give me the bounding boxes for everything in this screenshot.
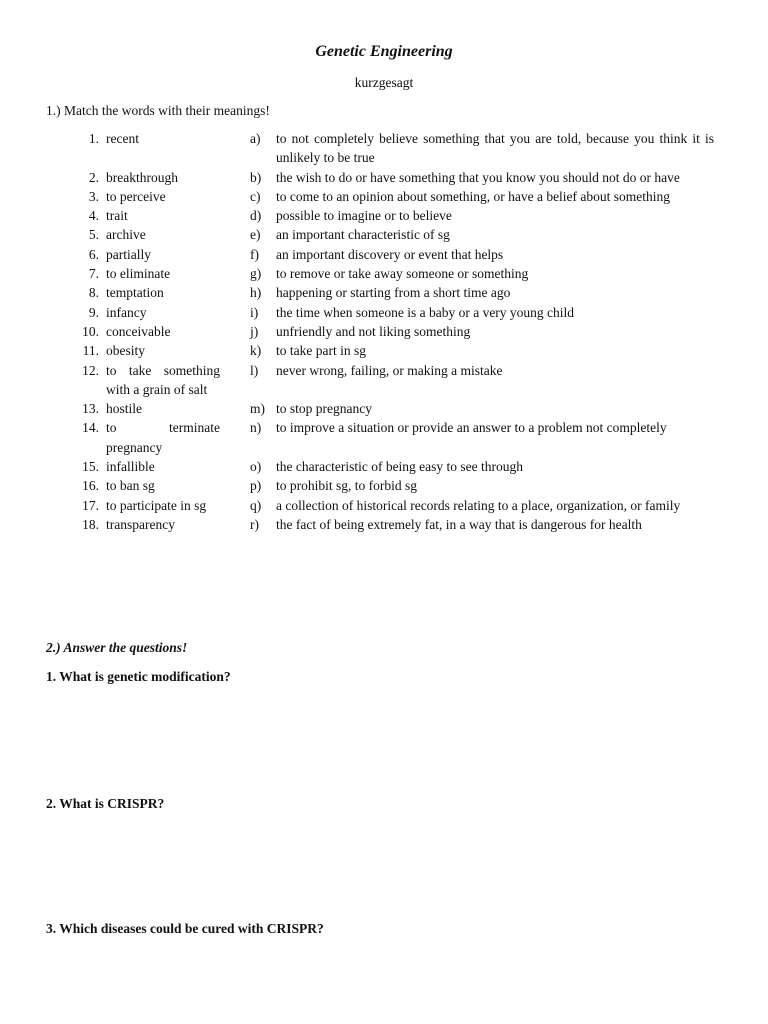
word: temptation xyxy=(106,285,164,301)
meaning-letter: c) xyxy=(250,188,261,204)
meaning-letter: e) xyxy=(250,227,261,243)
word: obesity xyxy=(106,343,145,359)
word: conceivable xyxy=(106,323,171,339)
meaning-letter: p) xyxy=(250,478,262,494)
meaning-letter: b) xyxy=(250,169,262,185)
word-number: 14. xyxy=(82,420,99,436)
word: to eliminate xyxy=(106,266,171,282)
meaning: possible to imagine or to believe xyxy=(276,208,452,224)
word-number: 3. xyxy=(88,188,99,204)
meaning: to improve a situation or provide an answer to a problem not completely xyxy=(276,420,667,436)
meaning: to stop pregnancy xyxy=(276,401,372,417)
matching-row xyxy=(46,206,714,225)
word: breakthrough xyxy=(106,169,178,185)
matching-row xyxy=(46,225,714,244)
word-number: 9. xyxy=(88,304,99,320)
word: recent xyxy=(106,131,139,146)
meaning-letter: l) xyxy=(250,362,259,378)
word-number: 12. xyxy=(82,362,99,378)
meaning: to remove or take away someone or something xyxy=(276,266,529,282)
meaning: a collection of historical records relating to a place, organization, or family xyxy=(276,497,681,513)
matching-row xyxy=(46,496,714,515)
meaning: the characteristic of being easy to see through xyxy=(276,459,524,475)
matching-row xyxy=(46,418,714,457)
matching-row xyxy=(46,187,714,206)
word-number: 16. xyxy=(82,478,99,494)
meaning: an important discovery or event that helps xyxy=(276,246,504,262)
word-number: 11. xyxy=(82,343,99,359)
word: to participate in sg xyxy=(106,497,207,513)
word-number: 2. xyxy=(88,169,99,185)
word: partially xyxy=(106,246,151,262)
matching-row xyxy=(46,303,714,322)
word-number: 1. xyxy=(88,131,99,146)
matching-row xyxy=(46,457,714,476)
meaning-letter: o) xyxy=(250,459,262,475)
word-number: 7. xyxy=(88,266,99,282)
matching-list xyxy=(46,129,714,534)
meaning: the time when someone is a baby or a very young child xyxy=(276,304,575,320)
matching-row xyxy=(46,476,714,495)
word-number: 6. xyxy=(88,246,99,262)
word: transparency xyxy=(106,516,175,532)
document-title: Genetic Engineering xyxy=(315,43,453,60)
meaning-letter: n) xyxy=(250,420,262,436)
word: archive xyxy=(106,227,146,243)
word-number: 10. xyxy=(82,323,99,339)
meaning-letter: g) xyxy=(250,266,262,282)
meaning-letter: m) xyxy=(250,401,265,417)
word: infallible xyxy=(106,459,155,475)
word-number: 17. xyxy=(82,497,99,513)
meaning-letter: q) xyxy=(250,497,262,513)
word: to ban sg xyxy=(106,478,155,494)
word: hostile xyxy=(106,401,142,417)
section1-instruction: 1.) Match the words with their meanings! xyxy=(46,103,270,118)
word-number: 13. xyxy=(82,401,99,417)
word-number: 8. xyxy=(88,285,99,301)
meaning: unfriendly and not liking something xyxy=(276,323,471,339)
meaning: to come to an opinion about something, or have a belief about something xyxy=(276,188,671,204)
meaning: never wrong, failing, or making a mistake xyxy=(276,362,503,378)
matching-row xyxy=(46,168,714,187)
word-number: 15. xyxy=(82,459,99,475)
meaning: to take part in sg xyxy=(276,343,366,359)
word-number: 18. xyxy=(82,516,99,532)
matching-row xyxy=(46,361,714,400)
meaning-letter: d) xyxy=(250,208,262,224)
word: infancy xyxy=(106,304,147,320)
matching-row xyxy=(46,322,714,341)
meaning: an important characteristic of sg xyxy=(276,227,450,243)
meaning: to prohibit sg, to forbid sg xyxy=(276,478,417,494)
matching-row xyxy=(46,515,714,534)
meaning-letter: a) xyxy=(250,131,261,146)
word: trait xyxy=(106,208,128,224)
question-3: 3. Which diseases could be cured with CRISPR? xyxy=(46,921,324,936)
word-number: 5. xyxy=(88,227,99,243)
meaning: to not completely believe something that you are told, because you think it is unlikely to be true xyxy=(276,131,714,166)
document-subtitle: kurzgesagt xyxy=(354,75,414,90)
meaning-letter: k) xyxy=(250,343,262,359)
matching-row xyxy=(46,245,714,264)
word-number: 4. xyxy=(88,208,99,224)
meaning: happening or starting from a short time ago xyxy=(276,285,511,301)
question-2: 2. What is CRISPR? xyxy=(46,796,165,811)
meaning-letter: h) xyxy=(250,285,262,301)
matching-row xyxy=(46,129,714,168)
meaning-letter: i) xyxy=(250,304,259,320)
question-1: 1. What is genetic modification? xyxy=(46,669,231,684)
meaning-letter: j) xyxy=(250,323,259,339)
matching-row xyxy=(46,264,714,283)
meaning: the fact of being extremely fat, in a way that is dangerous for health xyxy=(276,516,642,532)
word: to terminate pregnancy xyxy=(106,420,220,455)
matching-row xyxy=(46,399,714,418)
matching-row xyxy=(46,283,714,302)
meaning: the wish to do or have something that you know you should not do or have xyxy=(276,169,680,185)
word: to perceive xyxy=(106,188,166,204)
meaning-letter: r) xyxy=(250,516,259,532)
meaning-letter: f) xyxy=(250,246,259,262)
matching-row xyxy=(46,341,714,360)
section2-heading: 2.) Answer the questions! xyxy=(46,640,188,655)
word: to take something with a grain of salt xyxy=(106,362,220,397)
